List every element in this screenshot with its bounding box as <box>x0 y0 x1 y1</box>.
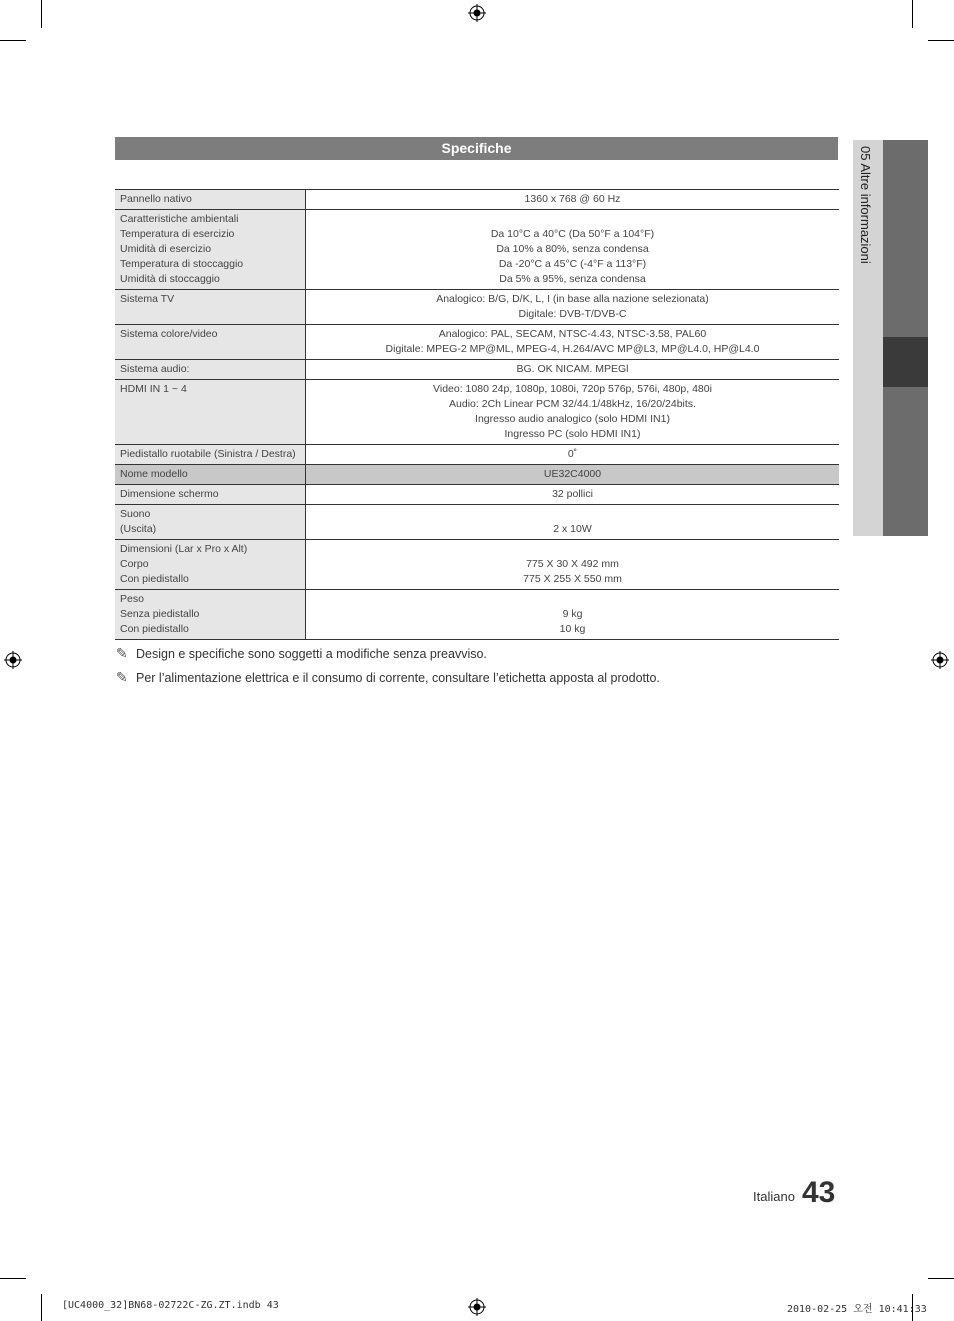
spec-key <box>115 445 306 465</box>
spec-key-line: Pannello nativo <box>120 193 192 205</box>
notes <box>116 643 660 691</box>
spec-key <box>115 485 306 505</box>
crop-mark <box>0 40 26 41</box>
spec-row <box>115 325 839 360</box>
spec-value <box>306 360 840 380</box>
spec-key-line: Umidità di esercizio <box>120 243 212 255</box>
spec-value <box>306 445 840 465</box>
section-title: Specifiche <box>115 137 838 160</box>
spec-key-line: Suono <box>120 508 151 520</box>
print-slug-right: 2010-02-25 오전 10:41:33 <box>787 1304 927 1315</box>
crop-mark <box>41 0 42 28</box>
side-tab-label: 05 Altre informazioni <box>858 146 873 264</box>
note <box>116 643 660 667</box>
spec-row <box>115 505 839 540</box>
spec-value-line: 2 x 10W <box>553 523 592 535</box>
spec-key <box>115 590 306 640</box>
spec-value <box>306 210 840 290</box>
spec-key-line: Senza piedistallo <box>120 608 200 620</box>
spec-row <box>115 380 839 445</box>
spec-value-line: Da 10% a 80%, senza condensa <box>496 243 649 255</box>
spec-value-line: 775 X 30 X 492 mm <box>526 558 619 570</box>
spec-row <box>115 290 839 325</box>
spec-value-line: Ingresso audio analogico (solo HDMI IN1) <box>475 413 670 425</box>
spec-key-line: Sistema TV <box>120 293 175 305</box>
crop-mark <box>928 1278 954 1279</box>
spec-key-line: Corpo <box>120 558 149 570</box>
spec-row <box>115 590 839 640</box>
spec-key-line: Sistema colore/video <box>120 328 218 340</box>
spec-value-line: BG. OK NICAM. MPEGl <box>516 363 629 375</box>
spec-value-line: Ingresso PC (solo HDMI IN1) <box>504 428 641 440</box>
spec-key <box>115 540 306 590</box>
spec-row <box>115 465 839 485</box>
spec-key-line: Peso <box>120 593 144 605</box>
spec-key <box>115 380 306 445</box>
spec-value <box>306 290 840 325</box>
spec-value <box>306 380 840 445</box>
spec-value-line: Audio: 2Ch Linear PCM 32/44.1/48kHz, 16/20/24bits. <box>449 398 696 410</box>
pencil-note-icon: ✎ <box>116 669 128 685</box>
spec-row <box>115 445 839 465</box>
spec-row <box>115 210 839 290</box>
spec-value-line: Digitale: DVB-T/DVB-C <box>518 308 627 320</box>
spec-key-line: Caratteristiche ambientali <box>120 213 239 225</box>
registration-mark-icon <box>468 1298 486 1316</box>
spec-row <box>115 540 839 590</box>
spec-value-line: 775 X 255 X 550 mm <box>523 573 622 585</box>
spec-key <box>115 465 306 485</box>
spec-key-line: Temperatura di stoccaggio <box>120 258 244 270</box>
spec-key-line: HDMI IN 1 ~ 4 <box>120 383 187 395</box>
note-text: Per l’alimentazione elettrica e il consumo di corrente, consultare l’etichetta apposta al prodotto. <box>136 671 660 685</box>
registration-mark-icon <box>468 4 486 22</box>
spec-value-line: 1360 x 768 @ 60 Hz <box>524 193 621 205</box>
spec-value <box>306 505 840 540</box>
pencil-note-icon: ✎ <box>116 645 128 661</box>
spec-value <box>306 325 840 360</box>
note <box>116 667 660 691</box>
spec-key-line: Piedistallo ruotabile (Sinistra / Destra) <box>120 448 296 460</box>
spec-value-line: 9 kg <box>562 608 583 620</box>
spec-row <box>115 360 839 380</box>
spec-key-line: Temperatura di esercizio <box>120 228 235 240</box>
spec-key-line: Umidità di stoccaggio <box>120 273 220 285</box>
spec-key <box>115 290 306 325</box>
spec-value-line: 10 kg <box>559 623 586 635</box>
spec-key-line: Con piedistallo <box>120 573 189 585</box>
spec-key-line: Con piedistallo <box>120 623 189 635</box>
spec-table <box>115 189 839 640</box>
crop-mark <box>928 40 954 41</box>
note-text: Design e specifiche sono soggetti a modifiche senza preavviso. <box>136 647 487 661</box>
spec-value-line: Da 10°C a 40°C (Da 50°F a 104°F) <box>490 228 655 240</box>
spec-value-line: 0˚ <box>567 448 578 460</box>
spec-value-line: Analogico: PAL, SECAM, NTSC-4.43, NTSC-3.58, PAL60 <box>438 328 707 340</box>
registration-mark-icon <box>931 651 949 669</box>
spec-row <box>115 190 839 210</box>
spec-value-line: Video: 1080 24p, 1080p, 1080i, 720p 576p, 576i, 480p, 480i <box>433 383 712 395</box>
spec-value-line: UE32C4000 <box>543 468 602 480</box>
spec-table-body <box>115 190 839 640</box>
side-tab-active-marker <box>883 337 928 387</box>
spec-value-line: Da -20°C a 45°C (-4°F a 113°F) <box>498 258 647 270</box>
spec-value <box>306 540 840 590</box>
print-slug-left: [UC4000_32]BN68-02722C-ZG.ZT.indb 43 <box>62 1300 279 1311</box>
spec-key-line: (Uscita) <box>120 523 157 535</box>
footer-language: Italiano <box>753 1189 795 1204</box>
spec-key <box>115 360 306 380</box>
spec-value-line: Digitale: MPEG-2 MP@ML, MPEG-4, H.264/AVC MP@L3, MP@L4.0, HP@L4.0 <box>385 343 760 355</box>
page-number: 43 <box>802 1176 836 1209</box>
spec-key <box>115 505 306 540</box>
registration-mark-icon <box>4 651 22 669</box>
spec-key-line: Dimensioni (Lar x Pro x Alt) <box>120 543 248 555</box>
spec-value-line: Analogico: B/G, D/K, L, I (in base alla nazione selezionata) <box>436 293 709 305</box>
spec-value <box>306 190 840 210</box>
spec-value <box>306 485 840 505</box>
spec-value-line: Da 5% a 95%, senza condensa <box>499 273 646 285</box>
spec-value-line: 32 pollici <box>552 488 593 500</box>
spec-key <box>115 210 306 290</box>
crop-mark <box>41 1294 42 1321</box>
spec-value <box>306 590 840 640</box>
spec-value <box>306 465 840 485</box>
spec-key-line: Sistema audio: <box>120 363 190 375</box>
spec-key-line: Dimensione schermo <box>120 488 219 500</box>
spec-key-line: Nome modello <box>120 468 188 480</box>
spec-key <box>115 190 306 210</box>
crop-mark <box>0 1278 26 1279</box>
spec-key <box>115 325 306 360</box>
crop-mark <box>912 0 913 28</box>
spec-row <box>115 485 839 505</box>
